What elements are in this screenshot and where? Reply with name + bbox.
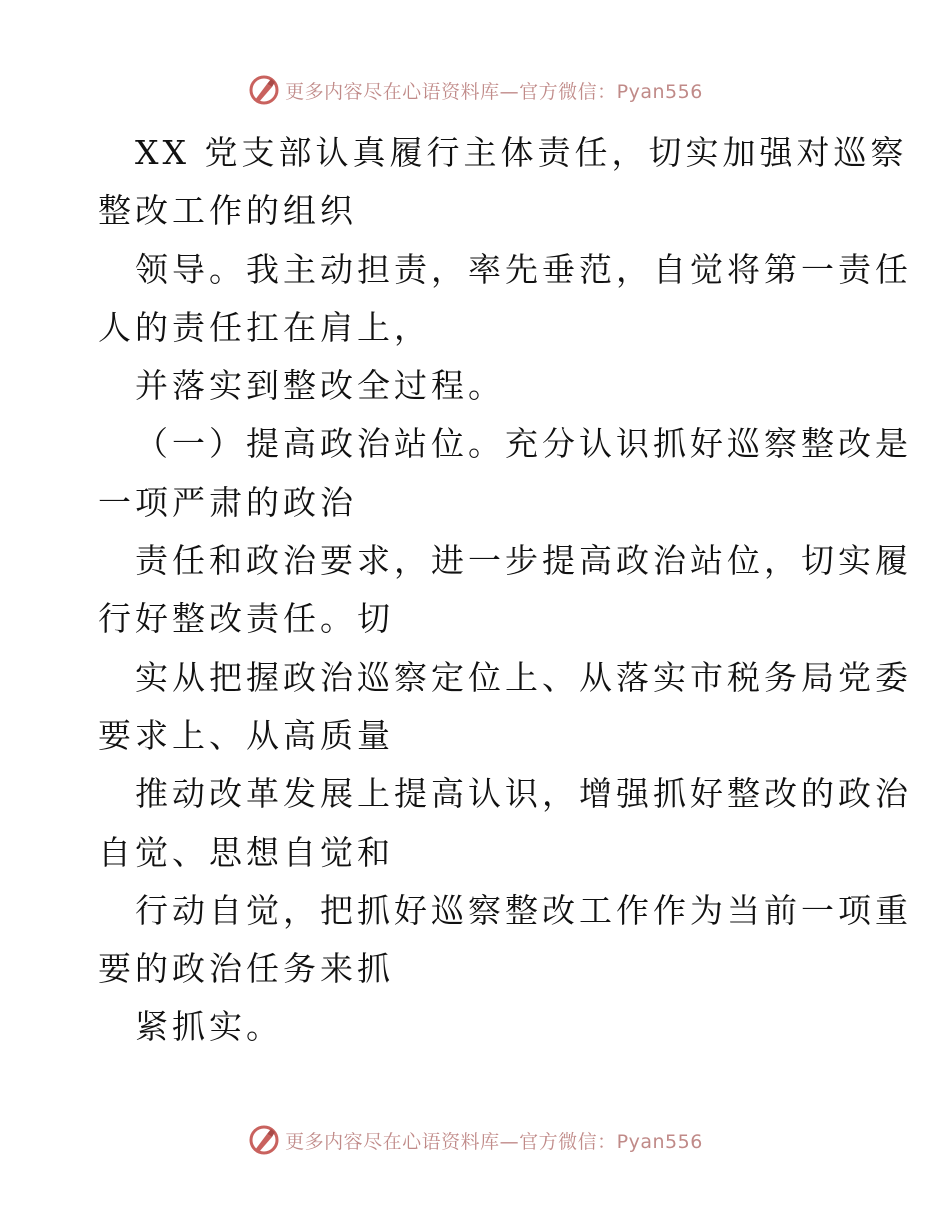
text-line: 行动自觉，把抓好巡察整改工作作为当前一项重	[135, 890, 912, 930]
document-body	[98, 124, 912, 1057]
text-line: （一）提高政治站位。充分认识抓好巡察整改是	[135, 424, 912, 464]
header-watermark	[0, 70, 950, 110]
footer-watermark	[0, 1120, 950, 1160]
text-line: 实从把握政治巡察定位上、从落实市税务局党委	[135, 657, 912, 697]
text-line: 行好整改责任。切	[98, 599, 394, 639]
text-line: 并落实到整改全过程。	[135, 366, 505, 406]
text-line: 推动改革发展上提高认识，增强抓好整改的政治	[135, 774, 912, 814]
text-line: 整改工作的组织	[98, 191, 357, 231]
header-watermark-text: 更多内容尽在心语资料库—官方微信：Pyan556	[285, 80, 703, 103]
text-line: 责任和政治要求，进一步提高政治站位，切实履	[135, 541, 912, 581]
text-line: 领导。我主动担责，率先垂范，自觉将第一责任	[135, 249, 912, 289]
text-line: 紧抓实。	[135, 1007, 283, 1047]
pen-logo-icon	[247, 1123, 281, 1157]
pen-logo-icon	[247, 73, 281, 107]
footer-watermark-text: 更多内容尽在心语资料库—官方微信：Pyan556	[285, 1130, 703, 1153]
text-line: 人的责任扛在肩上，	[98, 307, 431, 347]
text-line: 要求上、从高质量	[98, 715, 394, 755]
text-line: XX 党支部认真履行主体责任，切实加强对巡察	[135, 133, 908, 172]
text-line: 自觉、思想自觉和	[98, 832, 394, 872]
text-line: 一项严肃的政治	[98, 482, 357, 522]
text-line: 要的政治任务来抓	[98, 949, 394, 989]
